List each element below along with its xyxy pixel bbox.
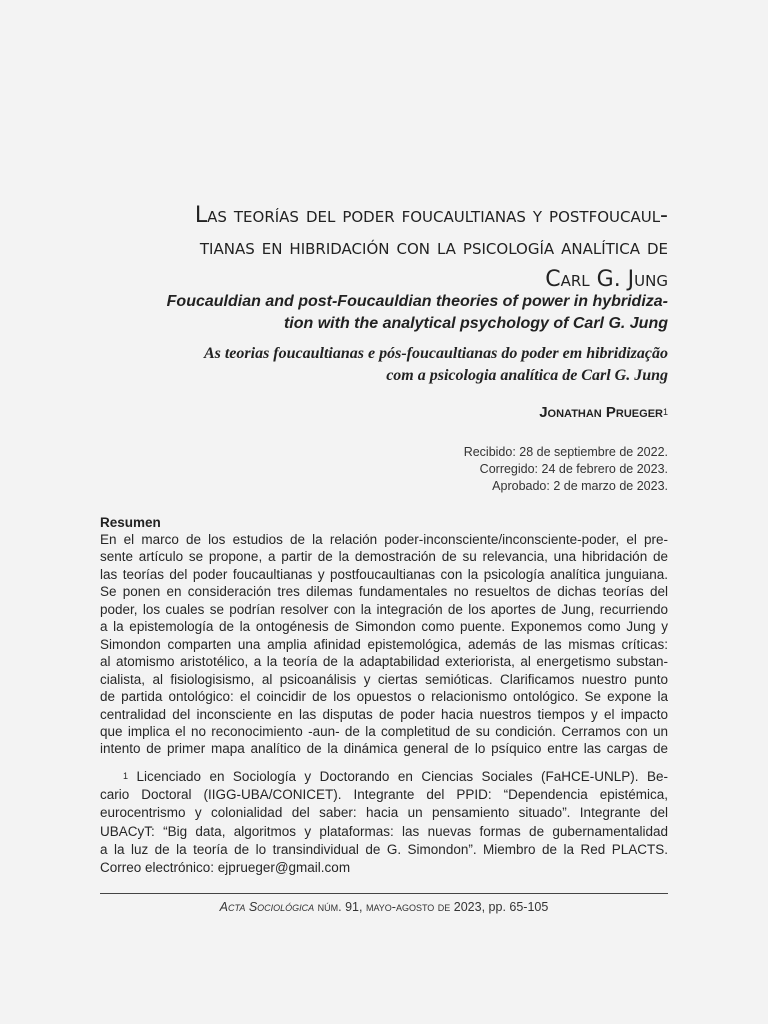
footnote-line: Correo electrónico: ejprueger@gmail.com — [100, 860, 351, 876]
abstract-body — [100, 531, 668, 758]
title-line: Carl G. Jung — [545, 267, 668, 292]
title-line: Las teorías del poder foucaultianas y postfoucaul- — [194, 203, 668, 228]
running-footer — [100, 899, 668, 915]
author-name-text: Jonathan Prueger — [539, 404, 663, 421]
abstract-line: las teorías del poder foucaultianas y postfoucaultianas con la psicología analítica junguiana. — [100, 566, 668, 582]
footnote-mark: 1 — [123, 771, 129, 781]
footnote-line — [100, 768, 668, 786]
footnote-line: a la luz de la teoría de lo transindividual de G. Simondon”. Miembro de la Red PLACTS. — [100, 841, 668, 857]
abstract-line: poder, los cuales se podrían resolver con la integración de los aportes de Jung, recurriendo — [100, 601, 668, 617]
footnote-line: UBACyT: “Big data, algoritmos y plataformas: las nuevas formas de gubernamentalidad — [100, 823, 668, 839]
subtitle-en-line: tion with the analytical psychology of Carl G. Jung — [283, 315, 668, 332]
article-title — [100, 200, 668, 296]
issue-label: núm — [317, 900, 339, 914]
author-footnote — [100, 768, 668, 877]
abstract-line: al atomismo aristotélico, a la teoría de la adaptabilidad exteriorista, al energetismo substan- — [100, 654, 668, 670]
subtitle-en-line: Foucauldian and post-Foucauldian theories of power in hybridiza- — [166, 293, 668, 310]
journal-name: Acta Sociológica — [219, 900, 315, 914]
footnote-line-text: Licenciado en Sociología y Doctorando en Ciencias Sociales (FaHCE-UNLP). Be- — [136, 769, 668, 784]
submission-dates — [100, 444, 668, 495]
subtitle-pt-line: com a psicologia analítica de Carl G. Jung — [386, 367, 668, 384]
footnote-line: eurocentrismo y colonialidad del saber: hacia un pensamiento situado”. Integrante del — [100, 805, 668, 821]
abstract-line: cialista, al fisiologisismo, al psicoanálisis y ciertas semióticas. Clarificamos nuestro punto — [100, 671, 668, 687]
abstract-line: Simondon comparten una amplia afinidad epistemológica, además de las mismas críticas: — [100, 636, 668, 652]
portuguese-subtitle — [100, 343, 668, 387]
issue-period: mayo-agosto de — [365, 900, 451, 914]
author-footnote-mark[interactable]: 1 — [662, 407, 668, 417]
abstract-line: centralidad del inconsciente en las disputas de poder hacia nuestros tiempos y el impacto — [100, 706, 668, 722]
abstract-line: Se ponen en consideración tres dilemas fundamentales no resueltos de dichas teorías del — [100, 584, 668, 600]
abstract-line: a la epistemología de la ontogénesis de Simondon como puente. Exponemos como Jung y — [100, 619, 668, 635]
title-line: tianas en hibridación con la psicología analítica de — [199, 235, 668, 260]
abstract-line: En el marco de los estudios de la relación poder-inconsciente/inconsciente-poder, el pre- — [100, 532, 668, 547]
abstract-heading: Resumen — [100, 515, 161, 530]
abstract-line: sente artículo se propone, a partir de la demostración de su relevancia, una hibridación de — [100, 549, 668, 565]
abstract-line: que implica el no reconocimiento -aun- de la completitud de su condición. Cerramos con un — [100, 723, 668, 739]
subtitle-pt-line: As teorias foucaultianas e pós-foucaultianas do poder em hibridização — [203, 345, 668, 362]
date-received: Recibido: 28 de septiembre de 2022. — [463, 445, 668, 459]
abstract-line: de partida ontológico: el coincidir de los opuestos o relacionismo ontológico. Se expone la — [100, 689, 668, 705]
footnote-line: cario Doctoral (IIGG-UBA/CONICET). Integrante del PPID: “Dependencia epistémica, — [100, 787, 668, 803]
year-pages: 2023, pp. 65-105 — [453, 900, 549, 914]
author-name — [100, 404, 668, 422]
english-subtitle — [100, 291, 668, 335]
footer-divider — [100, 893, 668, 894]
date-revised: Corregido: 24 de febrero de 2023. — [479, 462, 668, 476]
issue-number: . 91, — [338, 900, 363, 914]
abstract-line: intento de primer mapa analítico de la dinámica general de lo psíquico entre las cargas de — [100, 741, 668, 757]
date-approved: Aprobado: 2 de marzo de 2023. — [492, 479, 668, 493]
